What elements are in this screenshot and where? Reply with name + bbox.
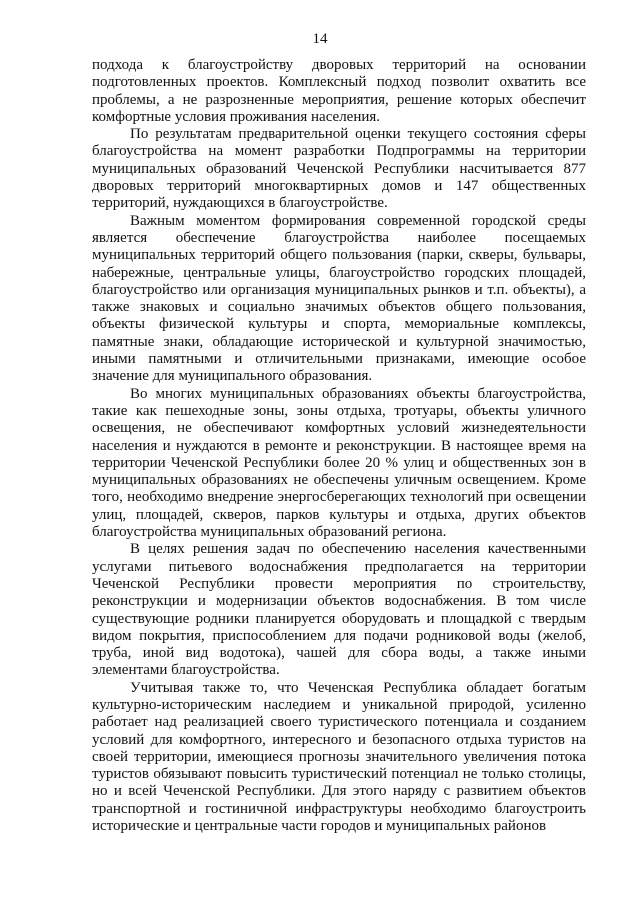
paragraph-water-supply: В целях решения задач по обеспечению населения качественными услугами питьевого водоснабжения предполагается на территории Чеченской Республики провести мероприятия по строительству, реконструкции и модернизации объектов водоснабжения. В том числе существующие родники планируется оборудовать и площадкой с твердым видом покрытия, приспособлением для подачи родниковой воды (желоб, труба, иной вид водотока), чашей для сбора воды, а также иными элементами благоустройства. (92, 541, 586, 679)
paragraph-urban-environment: Важным моментом формирования современной городской среды является обеспечение благоустройства наиболее посещаемых муниципальных территорий общего пользования (парки, скверы, бульвары, набережные, центральные улицы, благоустройство городских площадей, благоустройство или организация муниципальных рынков и т.п. объекты), а также знаковых и социально значимых объектов общего пользования, объекты физической культуры и спорта, мемориальные комплексы, памятные знаки, обладающие исторической и культурной значимостью, иными памятными и отличительными признаками, имеющие особое значение для муниципального образования. (92, 212, 586, 385)
paragraph-preliminary-assessment: По результатам предварительной оценки текущего состояния сферы благоустройства на момент разработки Подпрограммы на территории муниципальных образований Чеченской Республики насчитывается 877 дворовых территорий многоквартирных домов и 147 общественных территорий, нуждающихся в благоустройстве. (92, 126, 586, 212)
page-number: 14 (312, 31, 328, 47)
paragraph-project-approach: подхода к благоустройству дворовых территорий на основании подготовленных проектов. Комплексный подход позволит охватить все проблемы, а не разрозненные мероприятия, решение которых обеспечит комфортные условия проживания населения. (92, 57, 586, 125)
paragraph-lighting: Во многих муниципальных образованиях объекты благоустройства, такие как пешеходные зоны, зоны отдыха, тротуары, объекты уличного освещения, не обеспечивают комфортных условий жизнедеятельности населения и нуждаются в ремонте и реконструкции. В настоящее время на территории Чеченской Республики более 20 % улиц и общественных зон в муниципальных образованиях не обеспечены уличным освещением. Кроме того, необходимо внедрение энергосберегающих технологий при освещении улиц, площадей, скверов, парков культуры и отдыха, других объектов благоустройства муниципальных образований региона. (92, 385, 586, 541)
paragraph-tourism: Учитывая также то, что Чеченская Республика обладает богатым культурно-историческим наследием и уникальной природой, усиленно работает над реализацией своего туристического потенциала и созданием условий для комфортного, интересного и безопасного отдыха туристов на своей территории, имеющиеся прогнозы значительного увеличения потока туристов обязывают повысить туристический потенциал не только столицы, но и всей Чеченской Республики. Для этого наряду с развитием объектов транспортной и гостиничной инфраструктуры необходимо благоустроить исторические и центральные части городов и муниципальных районов (92, 679, 586, 835)
body-text (92, 57, 586, 835)
